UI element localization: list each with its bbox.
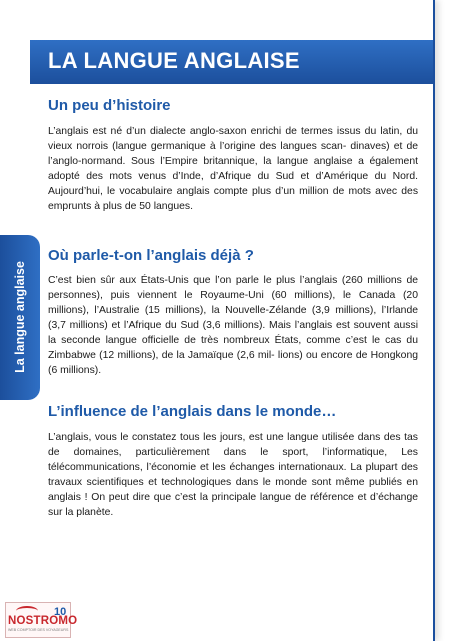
text-line: latin, du vieux norrois (langue germanique à l’origine des langues scan- (48, 126, 418, 152)
section-heading-histoire: Un peu d’histoire (48, 97, 171, 114)
text-line: est souvent aussi la seconde langue officielle de très nombreux États, (48, 320, 418, 346)
text-line: des tas de domaines, particulièrement dans le sport, l’informatique, (48, 432, 419, 458)
text-line: Les télécommunications, l’économie et les échanges internationaux. (48, 447, 418, 473)
title-banner (30, 40, 433, 84)
text-line: et d’Amérique du Nord. Aujourd’hui, le vocabulaire anglais compte (48, 171, 418, 197)
text-line: anglaise a également adopté des mots venus d’Inde, d’Afrique du Sud (48, 156, 418, 182)
section-heading-ou-parle: Où parle-t-on l’anglais déjà ? (48, 247, 254, 264)
logo-tagline: WEB COMPTOIR DES VOYAGEURS (8, 628, 69, 632)
text-line: plus d’un million de mots avec des emprunts à plus de 50 langues. (48, 186, 419, 212)
text-line: (20 millions), l’Australie (15 millions), la Nouvelle-Zélande (3,9 millions), (48, 290, 418, 316)
logo-name: NOSTROMO (8, 615, 78, 627)
side-tab-label: La langue anglaise (13, 261, 27, 373)
section-heading-influence: L’influence de l’anglais dans le monde… (48, 403, 337, 420)
text-line: dinaves) et de l’anglo-normand. Sous l’Empire britannique, la langue (48, 141, 419, 167)
section-body-ou-parle (48, 273, 418, 378)
text-line: l’Irlande (3,7 millions) et l’Afrique du Sud (3,6 millions). Mais l’anglais (48, 305, 419, 331)
page-title: LA LANGUE ANGLAISE (48, 48, 300, 73)
text-line: langue de référence et d’échange sur la planète. (48, 492, 419, 518)
text-line: sont même publiés en anglais ! On peut dire que c’est la principale (48, 477, 418, 503)
side-tab (0, 235, 40, 400)
page-number: 10 (54, 606, 67, 618)
section-body-histoire (48, 124, 418, 214)
text-line: de personnes), puis viennent le Royaume-Uni (60 millions), le Canada (48, 275, 418, 301)
text-line: L’anglais, vous le constatez tous les jours, est une langue utilisée dans (48, 432, 381, 443)
text-line: La plupart des travaux scientifiques et technologiques dans le monde (48, 462, 418, 488)
section-body-influence (48, 430, 418, 520)
text-line: comme c’est le cas du Zimbabwe (12 millions), de la Jamaïque (2,6 mil- (48, 335, 418, 361)
text-line: lions) ou encore de Hongkong (6 millions). (48, 350, 419, 376)
text-line: L’anglais est né d’un dialecte anglo-saxon enrichi de termes issus du (48, 126, 377, 137)
text-line: C’est bien sûr aux États-Unis que l’on parle le plus l’anglais (260 millions (48, 275, 402, 286)
